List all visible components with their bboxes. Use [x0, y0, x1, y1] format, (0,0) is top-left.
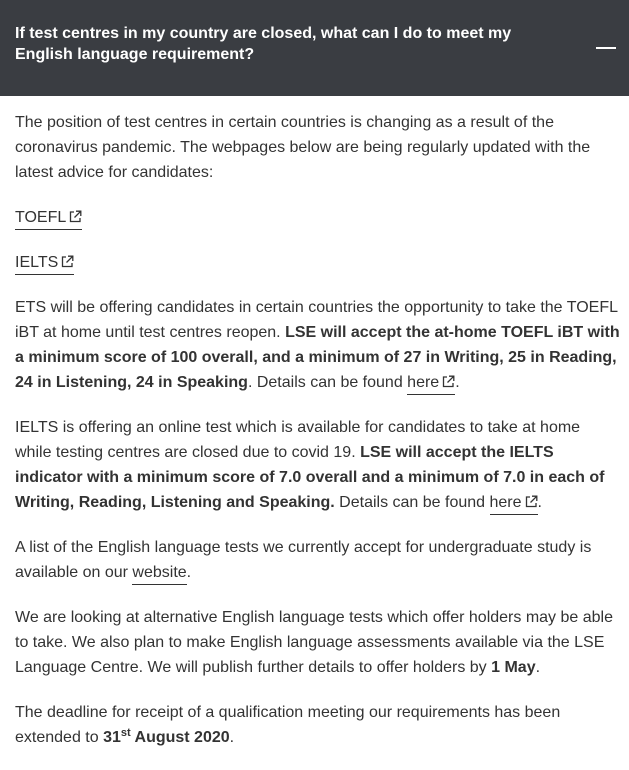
external-link-icon	[525, 495, 538, 508]
deadline-month-year: August 2020	[130, 729, 230, 746]
alternatives-end: .	[535, 659, 541, 676]
ets-here-link[interactable]	[407, 374, 455, 395]
ets-details-text: . Details can be found	[247, 374, 408, 391]
ielts-link-label[interactable]: IELTS	[15, 254, 59, 271]
deadline-text: The deadline for receipt of a qualification meeting our requirements has been extended to	[15, 704, 561, 746]
website-link[interactable]: website	[132, 564, 186, 585]
toefl-link-label[interactable]: TOEFL	[15, 209, 67, 226]
ielts-details-text: Details can be found	[334, 494, 490, 511]
deadline-end: .	[229, 729, 235, 746]
ets-text: ETS will be offering candidates in certain countries the opportunity to take the TOEFL iBT at home until test centres reopen.	[15, 299, 618, 341]
toefl-link-paragraph	[15, 205, 620, 230]
deadline-paragraph	[15, 700, 620, 750]
ets-here-label[interactable]: here	[407, 374, 440, 391]
faq-question-header[interactable]	[0, 0, 629, 96]
ets-requirements: LSE will accept the at-home TOEFL iBT with a minimum score of 100 overall, and a minimum of 27 in Writing, 25 in Reading, 24 in Listening, 24 in Speaking	[15, 324, 620, 391]
ielts-here-link[interactable]	[490, 494, 538, 515]
tests-list-text: A list of the English language tests we currently accept for undergraduate study is available on our	[15, 539, 592, 581]
ielts-requirements: LSE will accept the IELTS indicator with a minimum score of 7.0 overall and a minimum of 7.0 in each of Writing, Reading, Listening and Speaking.	[15, 444, 605, 511]
ielts-online-text: IELTS is offering an online test which is available for candidates to take at home while testing centres are closed due to covid 19.	[15, 419, 581, 461]
intro-paragraph: The position of test centres in certain countries is changing as a result of the coronavirus pandemic. The webpages below are being regularly updated with the latest advice for candidates:	[15, 114, 591, 181]
faq-question-title[interactable]: If test centres in my country are closed, what can I do to meet my English language requirement?	[15, 25, 512, 63]
tests-list-end: .	[186, 564, 192, 581]
alternatives-text: We are looking at alternative English language tests which offer holders may be able to take. We also plan to make English language assessments available via the LSE Language Centre. We will publish further details to offer holders by	[15, 609, 613, 676]
ielts-here-label[interactable]: here	[489, 494, 522, 511]
external-link-icon	[442, 375, 455, 388]
deadline-day-suffix: st	[120, 727, 131, 739]
toefl-link[interactable]	[15, 209, 82, 230]
external-link-icon	[61, 255, 74, 268]
deadline-day: 31	[103, 729, 121, 746]
ets-paragraph	[15, 295, 620, 395]
tests-list-paragraph	[15, 535, 620, 585]
ets-end: .	[455, 374, 460, 391]
ielts-link-paragraph	[15, 250, 620, 275]
faq-answer-body	[15, 110, 620, 770]
ielts-link[interactable]	[15, 254, 74, 275]
alternatives-paragraph	[15, 605, 620, 680]
ielts-end: .	[537, 494, 542, 511]
collapse-minus-icon[interactable]	[596, 47, 616, 49]
ielts-online-paragraph	[15, 415, 620, 515]
external-link-icon	[69, 210, 82, 223]
alternatives-date: 1 May	[491, 659, 536, 676]
